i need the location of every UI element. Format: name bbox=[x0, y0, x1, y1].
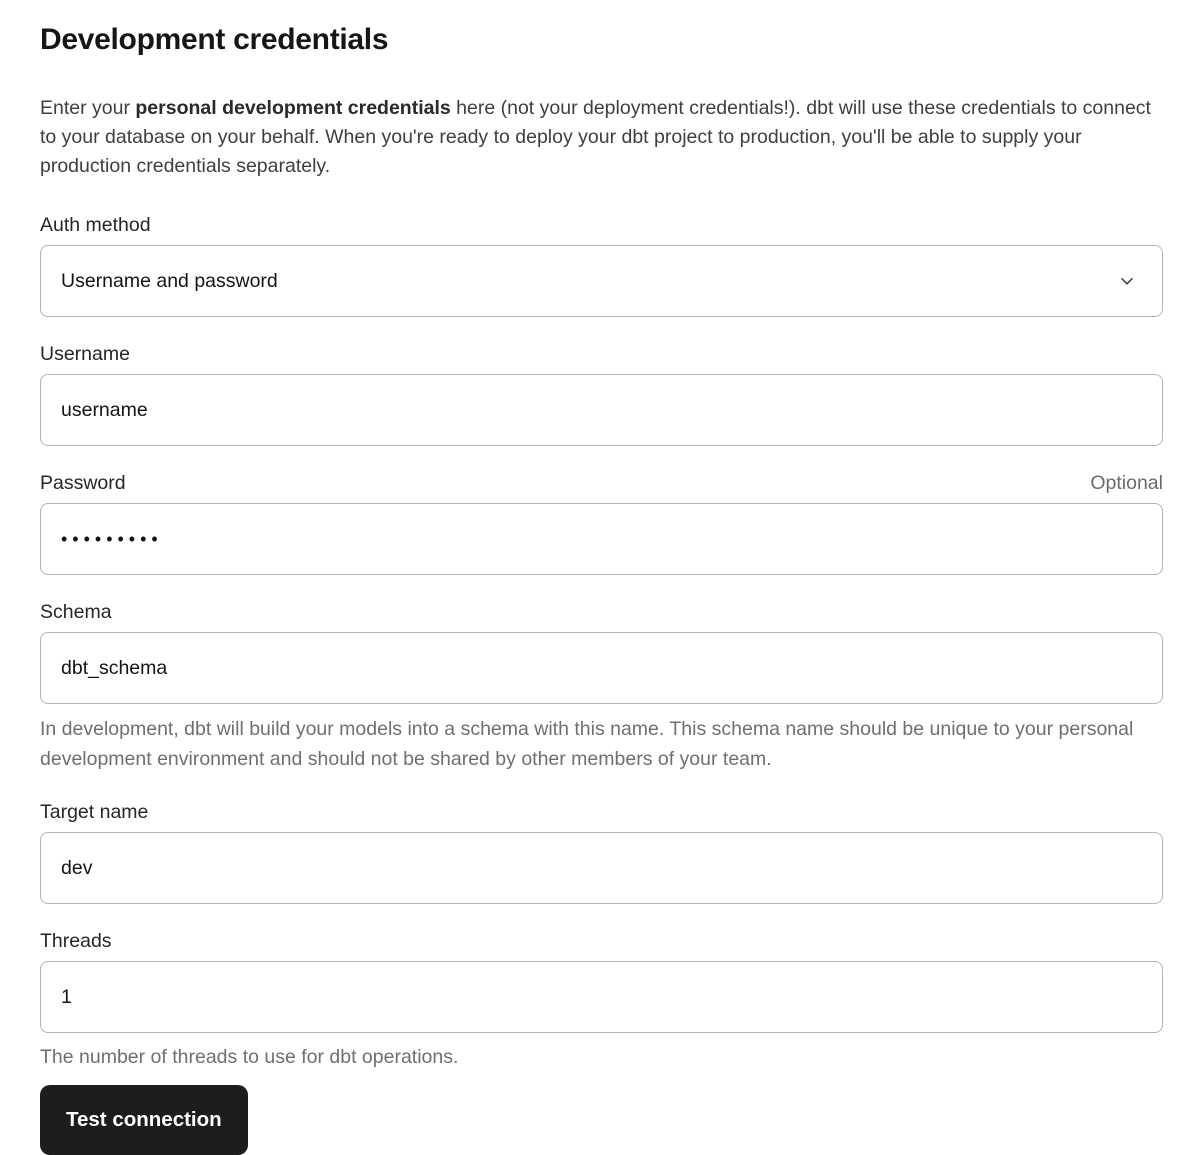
target-name-label: Target name bbox=[40, 801, 149, 823]
threads-help-text: The number of threads to use for dbt operations. bbox=[40, 1046, 459, 1068]
auth-method-label-row bbox=[40, 214, 1163, 237]
auth-method-selected-value: Username and password bbox=[61, 269, 278, 292]
password-label-row bbox=[40, 472, 1163, 495]
threads-label-row bbox=[40, 930, 1163, 953]
target-name-field bbox=[40, 801, 1163, 904]
threads-input[interactable] bbox=[40, 961, 1163, 1033]
target-name-label-row bbox=[40, 801, 1163, 824]
intro-text bbox=[40, 94, 1163, 181]
schema-help-text: In development, dbt will build your models into a schema with this name. This schema name should be unique to your personal development environment and should not be shared by other members of your team. bbox=[40, 718, 1134, 770]
password-input[interactable] bbox=[40, 503, 1163, 575]
threads-label: Threads bbox=[40, 930, 112, 952]
password-label: Password bbox=[40, 472, 126, 494]
username-input[interactable] bbox=[40, 374, 1163, 446]
threads-field bbox=[40, 930, 1163, 1073]
schema-input[interactable] bbox=[40, 632, 1163, 704]
username-field bbox=[40, 343, 1163, 446]
auth-method-field bbox=[40, 214, 1163, 317]
password-optional-badge: Optional bbox=[1090, 472, 1163, 494]
schema-label: Schema bbox=[40, 601, 112, 623]
username-label-row bbox=[40, 343, 1163, 366]
auth-method-select[interactable] bbox=[40, 245, 1163, 317]
schema-field bbox=[40, 601, 1163, 774]
intro-pre: Enter your bbox=[40, 97, 136, 119]
target-name-input[interactable] bbox=[40, 832, 1163, 904]
intro-bold: personal development credentials bbox=[135, 97, 451, 119]
test-connection-button[interactable]: Test connection bbox=[40, 1085, 248, 1155]
username-label: Username bbox=[40, 343, 130, 365]
intro-post: here (not your deployment credentials!). dbt will use these credentials to connect to your database on your behalf. When you're ready to deploy your dbt project to production, you'll be able to supply your production credentials separately. bbox=[40, 97, 1151, 177]
page-title: Development credentials bbox=[40, 23, 389, 56]
password-field bbox=[40, 472, 1163, 575]
chevron-down-icon bbox=[1118, 272, 1136, 290]
schema-label-row bbox=[40, 601, 1163, 624]
auth-method-label: Auth method bbox=[40, 214, 151, 236]
